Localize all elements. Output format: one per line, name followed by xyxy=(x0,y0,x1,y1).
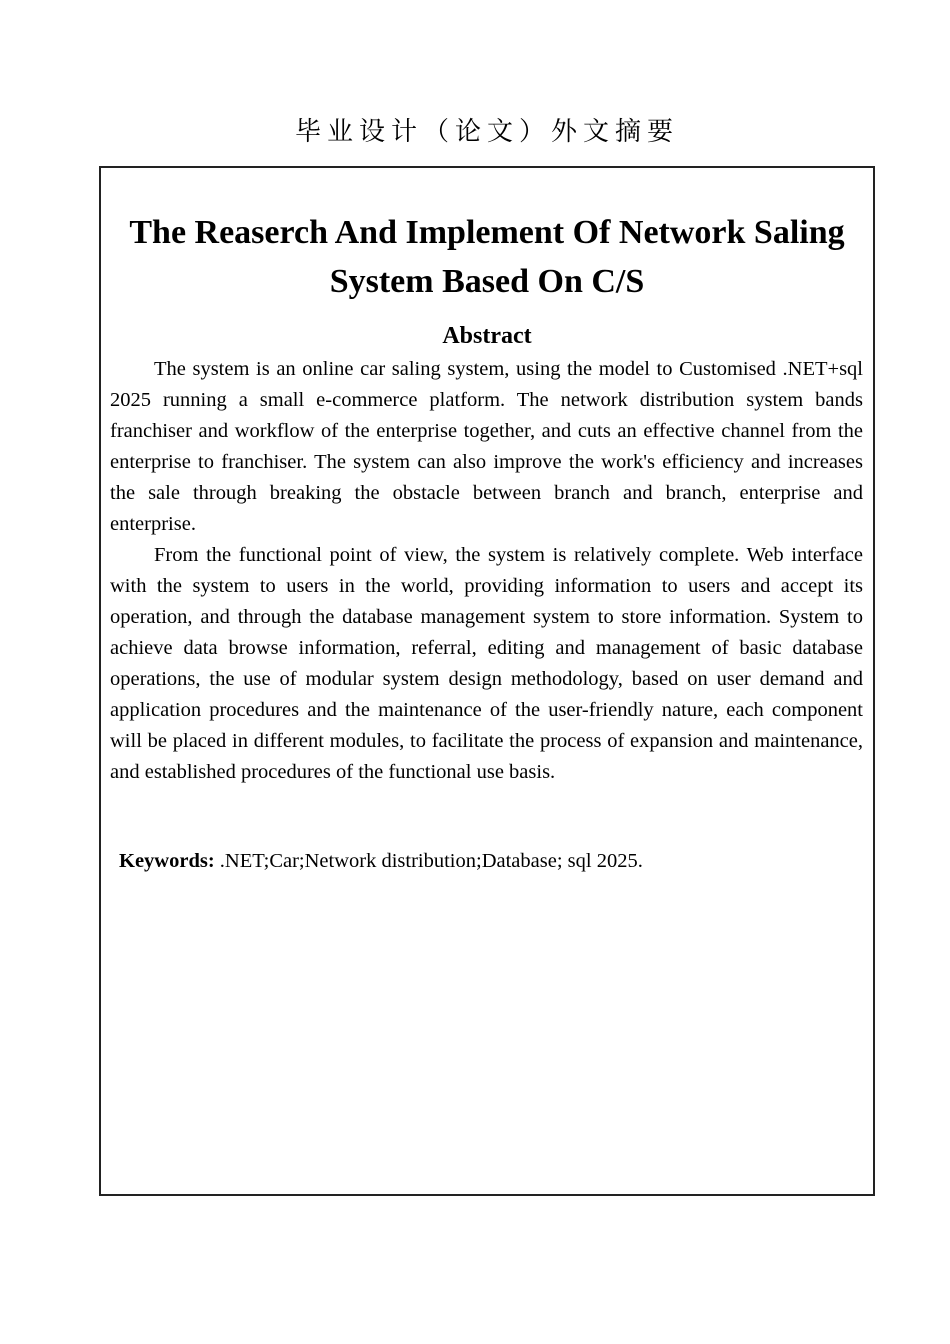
abstract-heading: Abstract xyxy=(442,323,532,349)
keywords-value: .NET;Car;Network distribution;Database; sql 2025. xyxy=(214,850,643,872)
abstract-paragraph-1: The system is an online car saling system, using the model to Customised .NET+sql 2025 running a small e-commerce platform. The network distribution system bands franchiser and workflow of the enterprise together, and cuts an effective channel from the enterprise to franchiser. The system can also improve the work's efficiency and increases the sale through breaking the obstacle between branch and branch, enterprise and enterprise. xyxy=(110,358,863,535)
keywords-label: Keywords: xyxy=(119,850,215,872)
keywords-line xyxy=(119,846,863,877)
abstract-body xyxy=(110,354,863,788)
abstract-paragraph-2: From the functional point of view, the system is relatively complete. Web interface with the system to users in the world, providing information to users and accept its operation, and through the database management system to store information. System to achieve data browse information, referral, editing and management of basic database operations, the use of modular system design methodology, based on user demand and application procedures and the maintenance of the user-friendly nature, each component will be placed in different modules, to facilitate the process of expansion and maintenance, and established procedures of the functional use basis. xyxy=(110,544,863,783)
abstract-frame xyxy=(99,166,875,1196)
page-header-title: 毕业设计（论文）外文摘要 xyxy=(294,117,679,147)
paper-title: The Reaserch And Implement Of Network Saling System Based On C/S xyxy=(129,214,845,300)
